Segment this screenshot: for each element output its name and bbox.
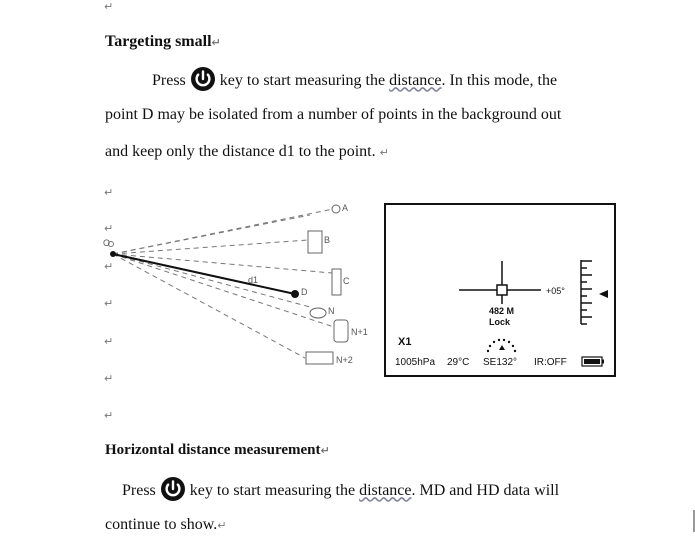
label-d: D — [301, 287, 308, 297]
paragraph-mark: ↵ — [104, 335, 114, 348]
text: key to start measuring the — [189, 482, 360, 500]
point-c-marker — [332, 269, 341, 295]
press-text: Press — [152, 72, 186, 90]
paragraph-mark: ↵ — [104, 372, 114, 385]
pressure-readout: 1005hPa — [395, 357, 436, 368]
label-origin: O — [103, 238, 111, 248]
label-n2: N+2 — [336, 355, 353, 365]
point-a-marker — [332, 205, 340, 213]
text: continue to show. — [105, 516, 218, 533]
paragraph-mark: ↵ — [379, 146, 389, 159]
heading-text: Horizontal distance measurement — [105, 442, 321, 458]
lock-status: Lock — [489, 317, 511, 327]
zoom-readout: X1 — [398, 336, 412, 348]
rangefinder-display — [384, 203, 616, 377]
section-heading-targeting — [105, 33, 221, 51]
temperature-readout: 29°C — [447, 357, 470, 368]
ir-status: IR:OFF — [534, 357, 567, 368]
paragraph-mark: ↵ — [104, 186, 114, 199]
distance-word: distance — [359, 482, 412, 500]
section-heading-horizontal — [105, 442, 330, 459]
text: . In this mode, the — [441, 72, 558, 90]
point-n2-marker — [306, 352, 333, 364]
label-n1: N+1 — [351, 327, 368, 337]
paragraph-mark: ↵ — [211, 36, 221, 49]
paragraph-mark: ↵ — [320, 444, 330, 457]
heading-text: Targeting small — [105, 33, 212, 50]
point-n1-marker — [334, 320, 348, 342]
power-icon — [190, 66, 216, 97]
label-a: A — [342, 203, 349, 213]
battery-icon — [582, 357, 604, 366]
paragraph-line-5 — [105, 516, 227, 534]
paragraph-mark: ↵ — [104, 0, 114, 13]
targeting-diagram — [100, 195, 370, 375]
origin-point — [110, 251, 116, 257]
text: and keep only the distance d1 to the point. — [105, 143, 376, 160]
label-d1: d1 — [248, 275, 259, 285]
display-graphics — [386, 205, 616, 377]
press-text: Press — [122, 482, 156, 500]
crosshair-box — [497, 285, 507, 295]
paragraph-mark: ↵ — [104, 222, 114, 235]
paragraph-mark: ↵ — [217, 519, 227, 532]
compass-icon — [487, 339, 516, 352]
tilt-pointer — [599, 290, 608, 298]
text: . MD and HD data will — [411, 482, 560, 500]
power-icon — [160, 476, 186, 507]
paragraph-line-4 — [122, 476, 559, 507]
paragraph-line-2: point D may be isolated from a number of points in the background out — [105, 106, 562, 123]
angle-readout: +05° — [546, 286, 565, 296]
distance-readout: 482 M — [489, 306, 515, 316]
heading-readout: SE132° — [483, 357, 518, 368]
label-b: B — [324, 235, 331, 245]
distance-word: distance — [389, 72, 442, 90]
paragraph-mark: ↵ — [104, 297, 114, 310]
point-n-marker — [310, 308, 326, 318]
text: key to start measuring the — [219, 72, 390, 90]
label-c: C — [343, 276, 350, 286]
paragraph-mark: ↵ — [104, 260, 114, 273]
paragraph-line-3 — [105, 143, 389, 161]
point-b-marker — [308, 231, 322, 253]
paragraph-mark: ↵ — [104, 409, 114, 422]
label-n: N — [328, 306, 335, 316]
paragraph-line-1 — [152, 66, 557, 97]
point-d — [291, 290, 299, 298]
